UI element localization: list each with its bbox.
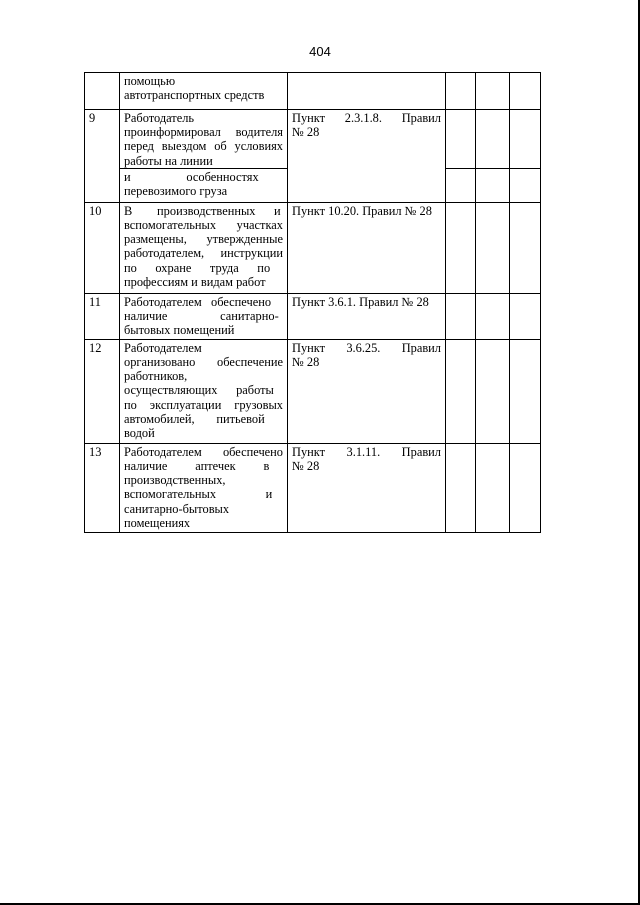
table-row xyxy=(85,73,541,110)
requirement-cell: Работодателем обеспечено наличие санитарно- бытовых помещений xyxy=(120,293,288,339)
answer-na-cell xyxy=(510,202,541,293)
answer-yes-cell xyxy=(446,293,476,339)
page-number: 404 xyxy=(309,44,331,59)
reference-cell: Пункт 3.6.1. Правил № 28 xyxy=(288,293,446,339)
answer-no-cell xyxy=(476,443,510,532)
requirement-cell: В производственных и вспомогательных участках размещены, утвержденные работодателем, инструкции по охране труда по профессиям и видам работ xyxy=(120,202,288,293)
row-number-cell: 11 xyxy=(85,293,120,339)
table-row xyxy=(85,339,541,443)
answer-no-cell xyxy=(476,293,510,339)
requirement-cell: и особенностях перевозимого груза xyxy=(120,168,288,202)
requirement-cell: Работодателем обеспечено наличие аптечек в производственных, вспомогательных и санитарно-бытовых помещениях xyxy=(120,443,288,532)
answer-yes-cell xyxy=(446,202,476,293)
reference-cell: Пункт 3.6.25. Правил № 28 xyxy=(288,339,446,443)
row-number-cell: 9 xyxy=(85,110,120,203)
answer-no-cell xyxy=(476,339,510,443)
checklist-table xyxy=(84,72,541,533)
row-number-cell xyxy=(85,73,120,110)
answer-no-cell xyxy=(476,110,510,169)
answer-no-cell xyxy=(476,202,510,293)
requirement-cell: Работодатель проинформировал водителя перед выездом об условиях работы на линии xyxy=(120,110,288,169)
answer-yes-cell xyxy=(446,168,476,202)
answer-no-cell xyxy=(476,168,510,202)
answer-yes-cell xyxy=(446,339,476,443)
requirement-cell: помощью автотранспортных средств xyxy=(120,73,288,110)
row-number-cell: 10 xyxy=(85,202,120,293)
answer-no-cell xyxy=(476,73,510,110)
row-number-cell: 13 xyxy=(85,443,120,532)
answer-na-cell xyxy=(510,293,541,339)
requirement-cell: Работодателем организовано обеспечение работников, осуществляющих работы по эксплуатации грузовых автомобилей, питьевой водой xyxy=(120,339,288,443)
table-row xyxy=(85,202,541,293)
answer-na-cell xyxy=(510,110,541,169)
reference-cell: Пункт 2.3.1.8. Правил № 28 xyxy=(288,110,446,203)
reference-cell: Пункт 10.20. Правил № 28 xyxy=(288,202,446,293)
table-row xyxy=(85,293,541,339)
answer-na-cell xyxy=(510,443,541,532)
table-row xyxy=(85,443,541,532)
answer-na-cell xyxy=(510,73,541,110)
answer-na-cell xyxy=(510,168,541,202)
table-row xyxy=(85,110,541,169)
reference-cell: Пункт 3.1.11. Правил № 28 xyxy=(288,443,446,532)
answer-yes-cell xyxy=(446,443,476,532)
answer-yes-cell xyxy=(446,73,476,110)
row-number-cell: 12 xyxy=(85,339,120,443)
answer-na-cell xyxy=(510,339,541,443)
answer-yes-cell xyxy=(446,110,476,169)
reference-cell xyxy=(288,73,446,110)
